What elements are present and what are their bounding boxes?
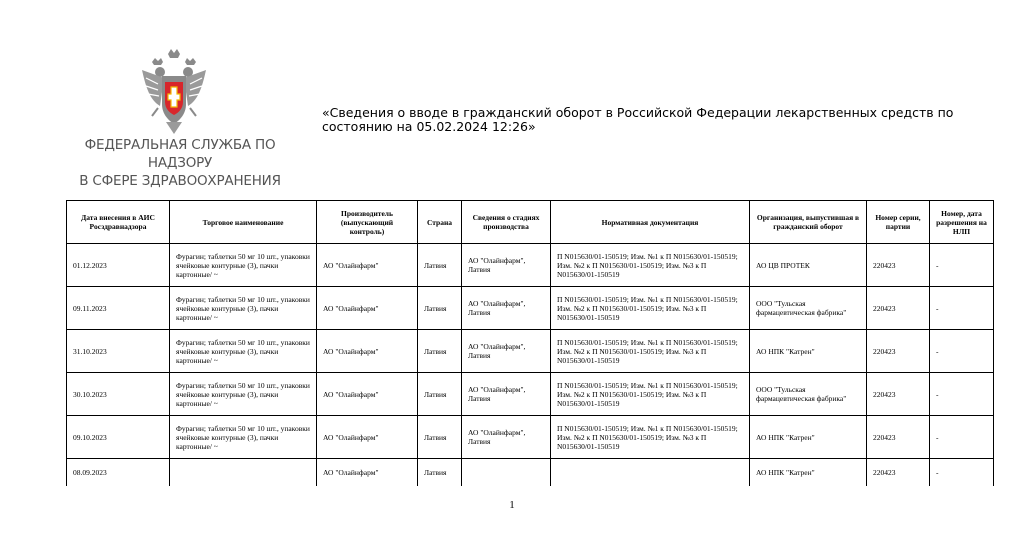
table-cell: АО "Олайнфарм" [317,244,418,287]
page-number: 1 [509,499,515,511]
table-cell: АО "Олайнфарм", Латвия [462,416,551,459]
table-row [67,459,994,487]
table-cell: 09.10.2023 [67,416,170,459]
table-cell: ООО "Тульская фармацевтическая фабрика" [750,373,867,416]
table-cell: П N015630/01-150519; Изм. №1 к П N015630/01-150519; Изм. №2 к П N015630/01-150519; Изм. №3 к П N015630/01-150519 [551,373,750,416]
table-cell: П N015630/01-150519; Изм. №1 к П N015630/01-150519; Изм. №2 к П N015630/01-150519; Изм. №3 к П N015630/01-150519 [551,330,750,373]
table-cell: Латвия [418,459,462,487]
agency-name-line2: В СФЕРЕ ЗДРАВООХРАНЕНИЯ [79,173,281,189]
table-cell: 220423 [867,330,930,373]
table-cell: АО НПК "Катрен" [750,416,867,459]
column-header: Торговое наименование [170,201,317,244]
table-cell: 09.11.2023 [67,287,170,330]
registry-table [66,200,994,486]
table-cell: Фурагин; таблетки 50 мг 10 шт., упаковки ячейковые контурные (3), пачки картонные/ ~ [170,373,317,416]
table-cell: 08.09.2023 [67,459,170,487]
table-cell: Латвия [418,244,462,287]
table-cell: 220423 [867,373,930,416]
table-cell: Фурагин; таблетки 50 мг 10 шт., упаковки ячейковые контурные (3), пачки картонные/ ~ [170,287,317,330]
table-cell: - [930,330,994,373]
table-body [67,244,994,487]
agency-logo [60,48,300,189]
agency-name-line1: ФЕДЕРАЛЬНАЯ СЛУЖБА ПО НАДЗОРУ [84,137,276,171]
table-cell: 220423 [867,287,930,330]
table-cell: - [930,373,994,416]
column-header: Номер, дата разрешения на НЛП [930,201,994,244]
document-title: «Сведения о вводе в гражданский оборот в Российской Федерации лекарственных средств по состоянию на 05.02.2024 12:26» [322,105,954,134]
column-header: Организация, выпустившая в гражданский оборот [750,201,867,244]
table-cell: АО "Олайнфарм", Латвия [462,330,551,373]
table-cell [170,459,317,487]
table-cell: АО "Олайнфарм" [317,330,418,373]
table-cell: АО "Олайнфарм" [317,373,418,416]
table-cell: - [930,459,994,487]
column-header: Номер серии, партии [867,201,930,244]
column-header: Нормативная документация [551,201,750,244]
column-header: Дата внесения в АИС Росздравнадзора [67,201,170,244]
table-cell: Фурагин; таблетки 50 мг 10 шт., упаковки ячейковые контурные (3), пачки картонные/ ~ [170,416,317,459]
table-cell: Латвия [418,416,462,459]
table-cell: 220423 [867,459,930,487]
table-row [67,244,994,287]
table-cell: - [930,416,994,459]
table-cell: АО "Олайнфарм" [317,287,418,330]
table-cell: 31.10.2023 [67,330,170,373]
table-cell: Фурагин; таблетки 50 мг 10 шт., упаковки ячейковые контурные (3), пачки картонные/ ~ [170,330,317,373]
table-cell: АО "Олайнфарм", Латвия [462,287,551,330]
table-cell: - [930,244,994,287]
table-cell: П N015630/01-150519; Изм. №1 к П N015630/01-150519; Изм. №2 к П N015630/01-150519; Изм. №3 к П N015630/01-150519 [551,244,750,287]
table-cell: АО ЦВ ПРОТЕК [750,244,867,287]
table-cell: Фурагин; таблетки 50 мг 10 шт., упаковки ячейковые контурные (3), пачки картонные/ ~ [170,244,317,287]
column-header: Страна [418,201,462,244]
table-cell: АО НПК "Катрен" [750,459,867,487]
table-cell: - [930,287,994,330]
table-row [67,416,994,459]
table-cell: 01.12.2023 [67,244,170,287]
table-cell [462,459,551,487]
agency-name [60,136,300,190]
table-row [67,287,994,330]
double-headed-eagle-emblem [138,48,210,136]
table-cell [551,459,750,487]
table-cell: АО "Олайнфарм", Латвия [462,244,551,287]
table-cell: АО "Олайнфарм", Латвия [462,373,551,416]
table-cell: ООО "Тульская фармацевтическая фабрика" [750,287,867,330]
table-cell: Латвия [418,330,462,373]
column-header: Сведения о стадиях производства [462,201,551,244]
table-row [67,330,994,373]
table-cell: 30.10.2023 [67,373,170,416]
table-header-row [67,201,994,244]
column-header: Производитель (выпускающий контроль) [317,201,418,244]
table-cell: АО "Олайнфарм" [317,416,418,459]
table-cell: 220423 [867,416,930,459]
table-cell: АО НПК "Катрен" [750,330,867,373]
table-cell: Латвия [418,373,462,416]
table-cell: Латвия [418,287,462,330]
table-cell: П N015630/01-150519; Изм. №1 к П N015630/01-150519; Изм. №2 к П N015630/01-150519; Изм. №3 к П N015630/01-150519 [551,416,750,459]
table-cell: 220423 [867,244,930,287]
table-row [67,373,994,416]
table-cell: П N015630/01-150519; Изм. №1 к П N015630/01-150519; Изм. №2 к П N015630/01-150519; Изм. №3 к П N015630/01-150519 [551,287,750,330]
table-cell: АО "Олайнфарм" [317,459,418,487]
